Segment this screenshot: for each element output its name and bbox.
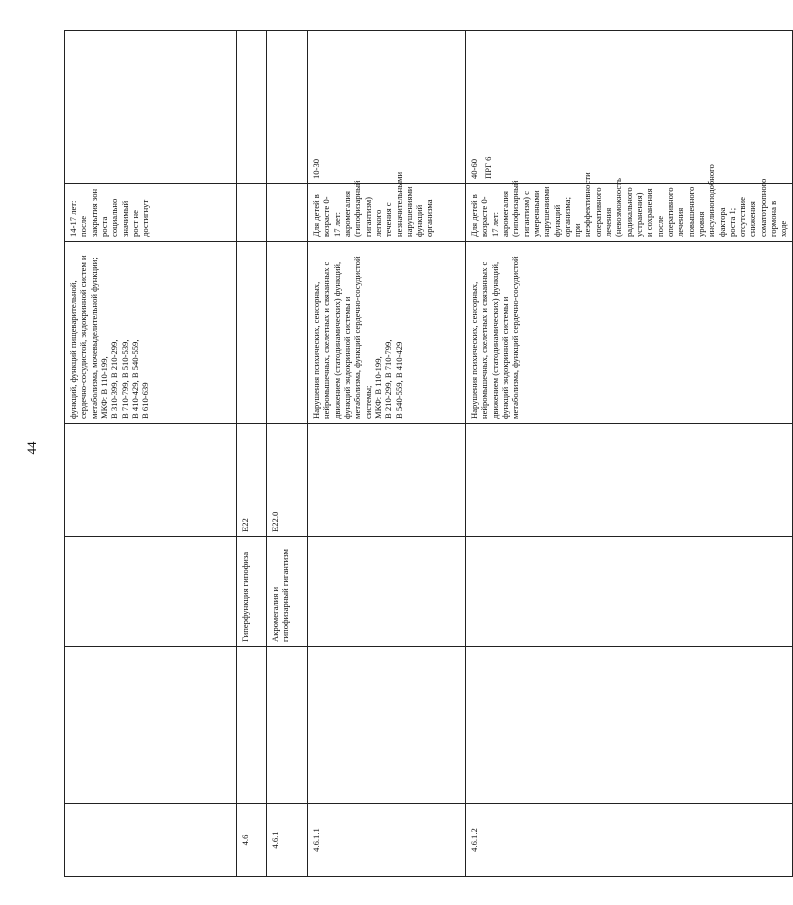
cell-criteria: Для детей в возрасте 0-17 лет: акромегалия (гипофизарный гигантизм) легкого течения с незначительными нарушениями функций организма xyxy=(308,184,466,242)
disability-criteria-table xyxy=(64,30,793,877)
cell-impairments: Нарушения психических, сенсорных, нейромышечных, скелетных и связанных с движением (статодинамических) функций, функций эндокринной системы и метаболизма, функций сердечно-сосудистой xyxy=(466,242,793,424)
cell-code: 4.6.1.1 xyxy=(308,804,466,877)
cell-code: 4.6.1.2 xyxy=(466,804,793,877)
cell-name: Акромегалия и гипофизарный гигантизм xyxy=(267,537,308,647)
cell-impairments: Нарушения психических, сенсорных, нейромышечных, скелетных и связанных с движением (статодинамических) функций, функций эндокринной системы и метаболизма, функций сердечно-сосудистой системы; МКФ: В 110-199, В 210-299, В 710-799, В 540-559, В 410-429 xyxy=(308,242,466,424)
cell-percent: 10-30 xyxy=(308,31,466,184)
cell-col2 xyxy=(308,647,466,804)
cell-percent: 40-60 ПРГ 6 xyxy=(466,31,793,184)
cell-note: ПРГ 6 xyxy=(483,156,494,179)
cell-code: 4.6.1 xyxy=(267,804,308,877)
cell-col2 xyxy=(237,647,267,804)
cell-name xyxy=(466,537,793,647)
cell-col2 xyxy=(267,647,308,804)
cell-col2 xyxy=(65,647,237,804)
table-row xyxy=(237,31,267,877)
cell-code: 4.6 xyxy=(237,804,267,877)
cell-criteria xyxy=(237,184,267,242)
cell-name: Гиперфункция гипофиза xyxy=(237,537,267,647)
cell-mkb xyxy=(65,424,237,537)
table-row xyxy=(308,31,466,877)
cell-criteria: 14-17 лет: после закрытия зон роста социально значимый рост не достигнут xyxy=(65,184,237,242)
cell-mkb xyxy=(308,424,466,537)
table-row xyxy=(65,31,237,877)
cell-name xyxy=(308,537,466,647)
cell-percent xyxy=(267,31,308,184)
cell-criteria: Для детей в возрасте 0-17 лет: акромегалия (гипофизарный гигантизм) с умеренными нарушениями функций организма; при неэффективности оперативного лечения (невозможность радикального устранения) и сохранения после оперативного лечения повышенного уровня инсулиноподобного фактора роста 1; отсутствие снижения соматотропного гормона в ходе xyxy=(466,184,793,242)
page-number: 44 xyxy=(24,441,39,455)
table-row xyxy=(267,31,308,877)
cell-mkb: E22 xyxy=(237,424,267,537)
cell-name xyxy=(65,537,237,647)
cell-mkb xyxy=(466,424,793,537)
cell-col2 xyxy=(466,647,793,804)
cell-percent xyxy=(237,31,267,184)
cell-impairments xyxy=(237,242,267,424)
note-column-overlay xyxy=(498,45,618,245)
cell-criteria xyxy=(267,184,308,242)
cell-code xyxy=(65,804,237,877)
cell-impairments xyxy=(267,242,308,424)
cell-mkb: E22.0 xyxy=(267,424,308,537)
cell-impairments: функций, функций пищеварительной, сердечно-сосудистой, эндокринной систем и метаболизма, мочевыделительной функции; МКФ: В 110-199, В 310-399, В 210-299, В 710-799, В 510-539, В 410-429, В 540-559, В 610-639 xyxy=(65,242,237,424)
cell-percent xyxy=(65,31,237,184)
